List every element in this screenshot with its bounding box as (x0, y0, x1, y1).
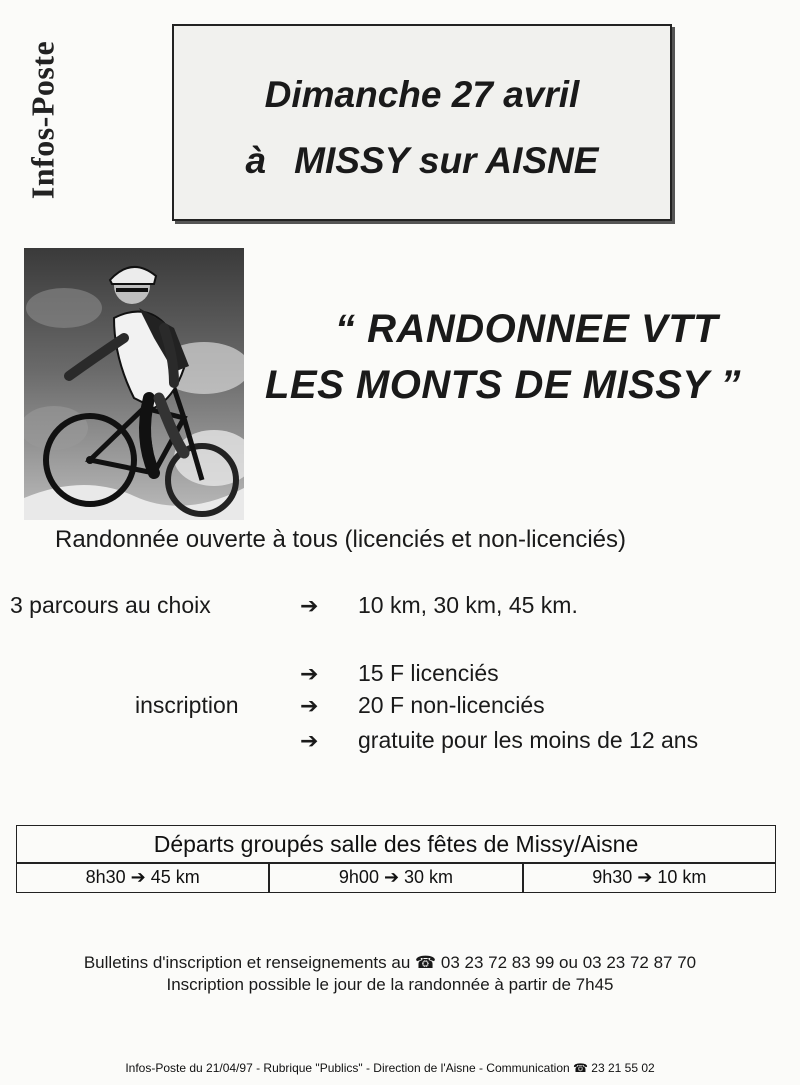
registration-label: inscription (135, 692, 239, 718)
departure-slot: 9h00 ➔ 30 km (270, 864, 523, 892)
footer: Infos-Poste du 21/04/97 - Rubrique "Publics" - Direction de l'Aisne - Communication ☎ 23 21 55 02 (125, 1061, 655, 1075)
event-place-prefix: à (245, 140, 267, 181)
contact-line: Bulletins d'inscription et renseignements au ☎ 03 23 72 83 99 ou 03 23 72 87 70 (83, 953, 697, 972)
routes-label: 3 parcours au choix (10, 592, 211, 618)
event-title-line-2: LES MONTS DE MISSY ” (265, 363, 741, 407)
arrow-right-icon: ➔ (300, 728, 319, 753)
departures-row (17, 864, 775, 892)
cyclist-photo (24, 248, 244, 520)
price-non-licensed: 20 F non-licenciés (358, 692, 545, 718)
arrow-right-icon: ➔ (300, 661, 319, 686)
masthead (8, 22, 78, 218)
arrow-right-icon: ➔ (300, 693, 319, 718)
event-place (174, 140, 670, 182)
departure-slot: 9h30 ➔ 10 km (592, 867, 707, 887)
price-under-12: gratuite pour les moins de 12 ans (358, 727, 699, 753)
price-licensed: 15 F licenciés (358, 660, 499, 686)
arrow-right-icon: ➔ (300, 593, 319, 618)
routes-value: 10 km, 30 km, 45 km. (358, 592, 578, 618)
departure-slot: 8h30 ➔ 45 km (17, 864, 270, 892)
event-date: Dimanche 27 avril (264, 74, 580, 115)
event-title-line-1: “ RANDONNEE VTT (335, 307, 719, 351)
masthead-text: Infos-Poste (24, 40, 61, 200)
departures-table (16, 825, 776, 893)
header-box (172, 24, 672, 221)
departures-heading: Départs groupés salle des fêtes de Missy/Aisne (17, 826, 775, 864)
same-day-registration: Inscription possible le jour de la randonnée à partir de 7h45 (166, 975, 614, 994)
event-place-name: MISSY sur AISNE (294, 140, 599, 181)
open-to-all-text: Randonnée ouverte à tous (licenciés et non-licenciés) (55, 526, 626, 553)
